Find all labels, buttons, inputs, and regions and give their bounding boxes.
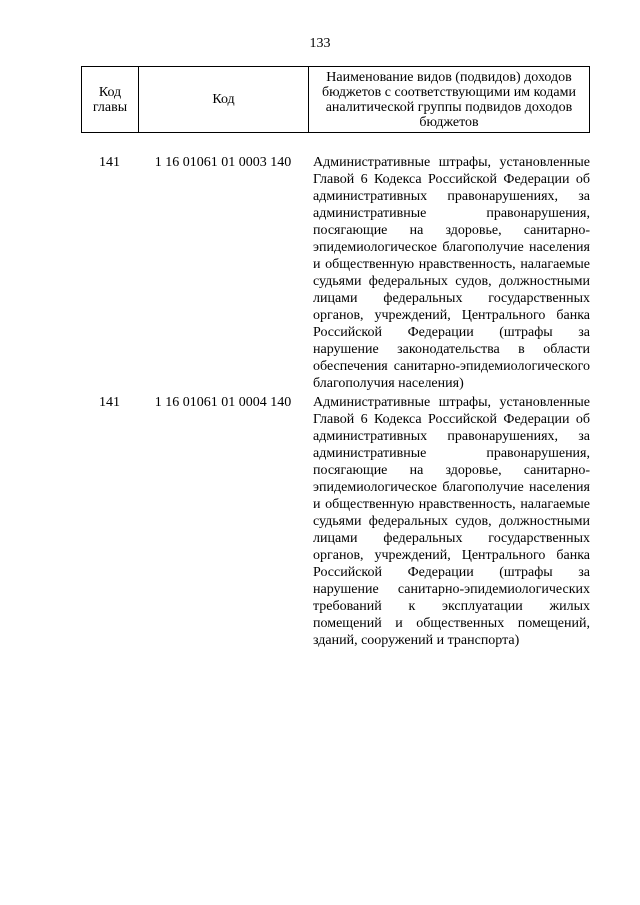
- description-cell: Административные штрафы, установленные Главой 6 Кодекса Российской Федерации об административных правонарушениях, за административные правонарушения, посягающие на здоровье, санитарно-эпидемиологическое благополучие населения и общественную нравственность, налагаемые судьями федеральных судов, должностными лицами федеральных государственных органов, учреждений, Центрального банка Российской Федерации (штрафы за нарушение законодательства в области обеспечения санитарно-эпидемиологического благополучия населения): [313, 155, 590, 391]
- page-number: 133: [309, 36, 331, 51]
- chapter-code-cell: 141: [99, 395, 120, 410]
- header-chapter-code: Код главы: [82, 67, 139, 132]
- chapter-code-cell: 141: [99, 155, 120, 170]
- table-header: [81, 66, 590, 133]
- description-cell: Административные штрафы, установленные Главой 6 Кодекса Российской Федерации об административных правонарушениях, за административные правонарушения, посягающие на здоровье, санитарно-эпидемиологическое благополучие населения и общественную нравственность, налагаемые судьями федеральных судов, должностными лицами федеральных государственных органов, учреждений, Центрального банка Российской Федерации (штрафы за нарушение санитарно-эпидемиологических требований к эксплуатации жилых помещений и общественных помещений, зданий, сооружений и транспорта): [313, 395, 590, 648]
- table-row: [81, 154, 590, 392]
- code-cell: 1 16 01061 01 0003 140: [154, 155, 292, 170]
- table-row: [81, 394, 590, 649]
- header-code: Код: [139, 67, 309, 132]
- table-body: [81, 154, 590, 651]
- code-cell: 1 16 01061 01 0004 140: [154, 395, 292, 410]
- header-name: Наименование видов (подвидов) доходов бюджетов с соответствующими им кодами аналитической группы подвидов доходов бюджетов: [322, 69, 576, 130]
